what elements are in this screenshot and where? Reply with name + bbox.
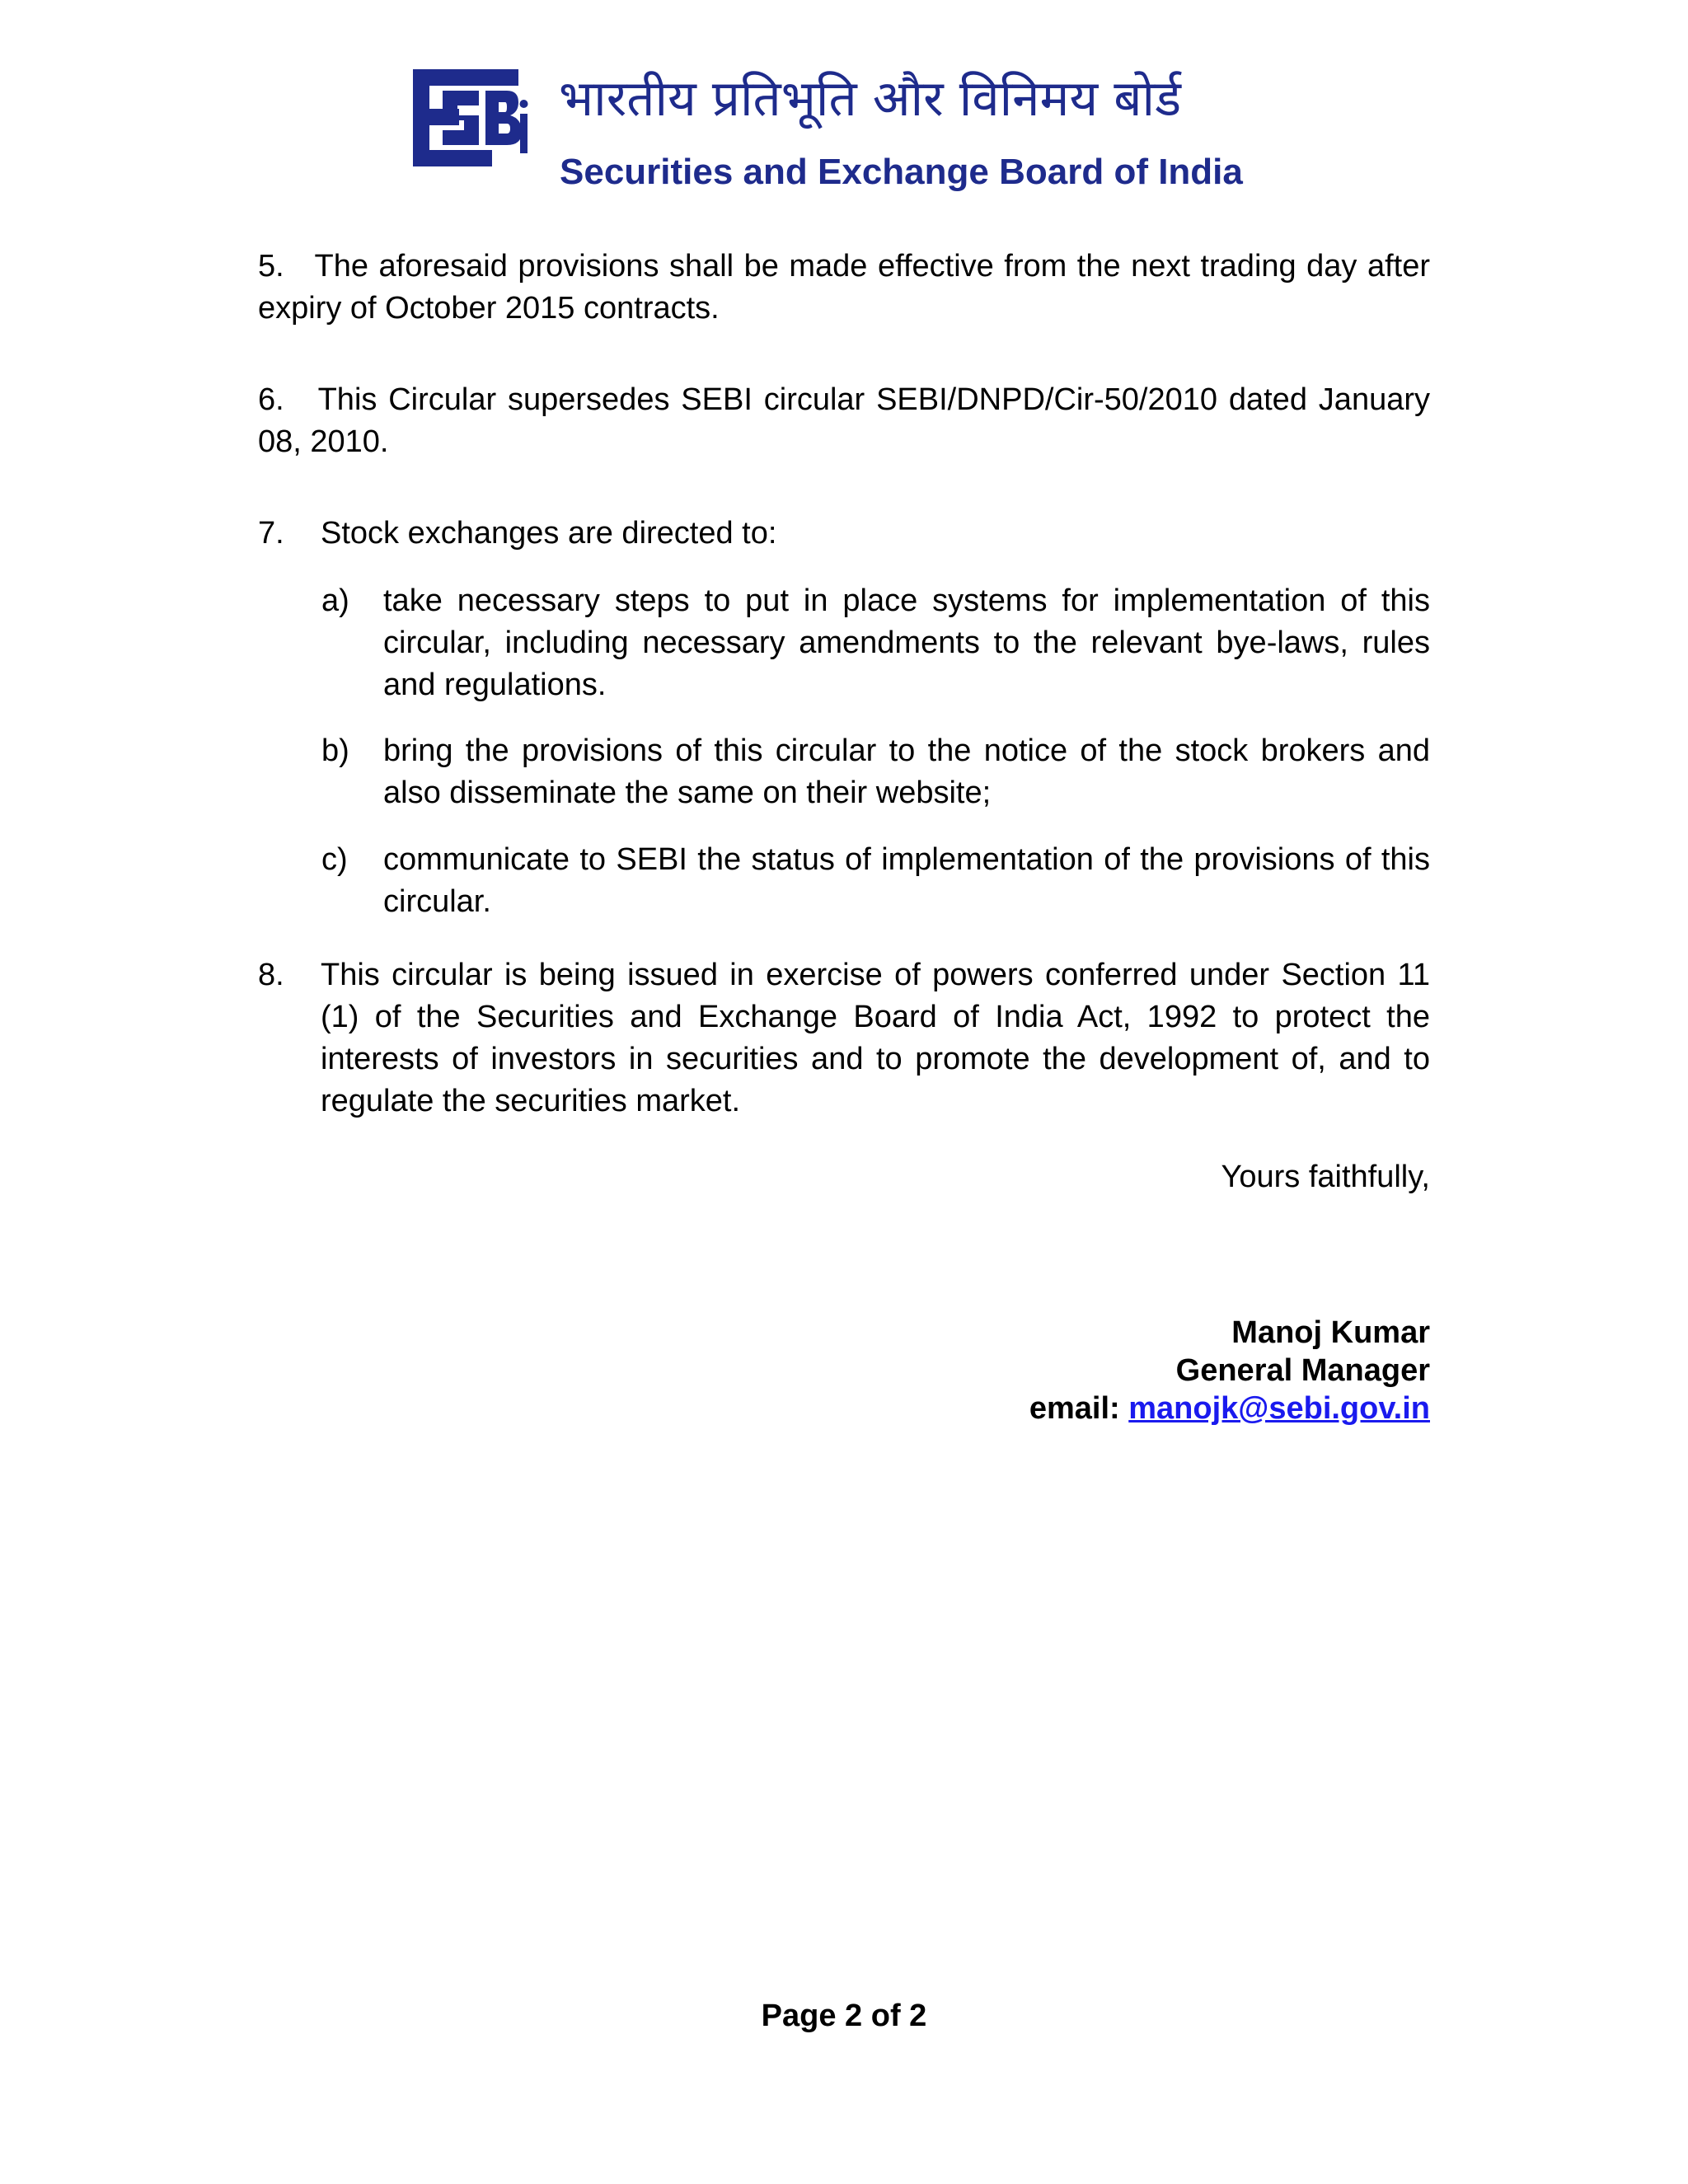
- paragraph-number: 8.: [258, 958, 284, 992]
- list-item-label: b): [321, 733, 349, 768]
- paragraph-7: [258, 513, 1430, 555]
- paragraph-text: Stock exchanges are directed to:: [321, 516, 777, 551]
- list-item-text: take necessary steps to put in place systems for implementation of this circular, including necessary amendments to the relevant bye-laws, rules and regulations.: [383, 583, 1430, 702]
- list-item-label: a): [321, 583, 349, 618]
- page-number: Page 2 of 2: [761, 1999, 927, 2033]
- signatory-name: Manoj Kumar: [1231, 1315, 1430, 1350]
- org-name-hindi: भारतीय प्रतिभूति और विनिमय बोर्ड: [559, 70, 1182, 128]
- email-link[interactable]: manojk@sebi.gov.in: [1128, 1391, 1430, 1426]
- list-item: [321, 839, 1430, 923]
- sebi-logo: [410, 66, 530, 170]
- org-name-english: Securities and Exchange Board of India: [560, 152, 1243, 192]
- list-item-text: communicate to SEBI the status of implementation of the provisions of this circular.: [383, 842, 1430, 919]
- paragraph-text: This Circular supersedes SEBI circular SEBI/DNPD/Cir-50/2010 dated January 08, 2010.: [258, 382, 1430, 459]
- paragraph-number: 7.: [258, 516, 284, 551]
- list-item: [321, 730, 1430, 814]
- closing-salutation: Yours faithfully,: [1221, 1160, 1430, 1194]
- email-label: email:: [1029, 1391, 1120, 1426]
- list-item-label: c): [321, 842, 348, 877]
- paragraph-number: 6.: [258, 382, 284, 417]
- paragraph-6: [258, 379, 1430, 463]
- signatory-email-line: [1029, 1390, 1430, 1427]
- list-item: [321, 580, 1430, 706]
- paragraph-text: The aforesaid provisions shall be made effective from the next trading day after expiry of October 2015 contracts.: [258, 249, 1430, 326]
- signature-block: [1029, 1314, 1430, 1427]
- paragraph-8: [258, 954, 1430, 1122]
- list-item-text: bring the provisions of this circular to the notice of the stock brokers and also disseminate the same on their website;: [383, 733, 1430, 810]
- paragraph-number: 5.: [258, 249, 284, 284]
- signatory-designation: General Manager: [1175, 1353, 1430, 1388]
- paragraph-text: This circular is being issued in exercise of powers conferred under Section 11 (1) of the Securities and Exchange Board of India Act, 1992 to protect the interests of investors in securities and to promote the development of, and to regulate the securities market.: [321, 958, 1430, 1118]
- paragraph-5: [258, 246, 1430, 330]
